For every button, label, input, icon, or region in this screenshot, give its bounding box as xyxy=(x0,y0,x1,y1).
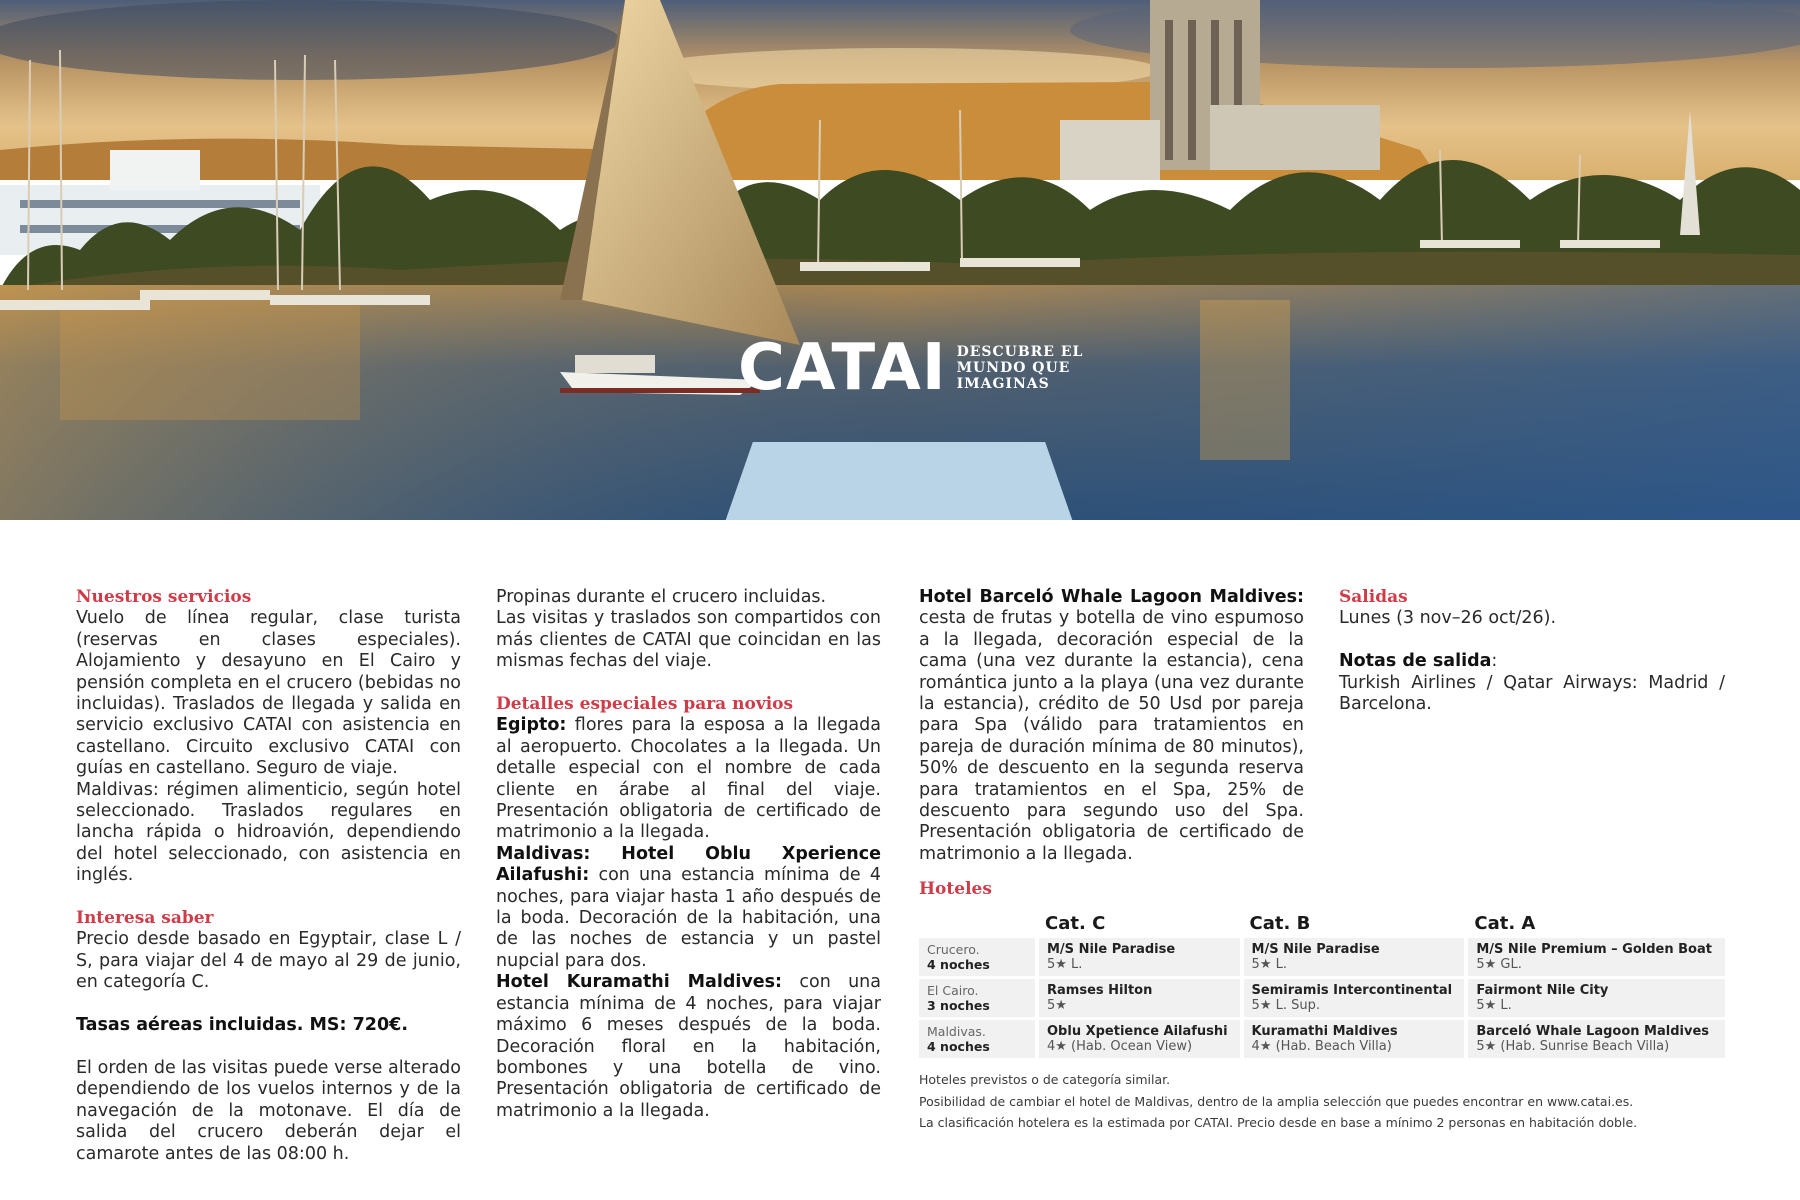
servicios-heading: Nuestros servicios xyxy=(76,587,252,607)
novios-egipto xyxy=(496,715,881,843)
brand-tagline xyxy=(957,344,1087,392)
hotel-cell xyxy=(1039,979,1240,1017)
hotel-cell xyxy=(1039,938,1240,976)
row-place: Maldivas. xyxy=(927,1024,986,1040)
table-row xyxy=(919,1020,1725,1058)
hotel-name: Oblu Xpetience Ailafushi xyxy=(1047,1024,1228,1040)
novios-oblu xyxy=(496,844,881,972)
oblu-text: con una estancia mínima de 4 noches, para viajar hasta 1 año después de la boda. Decoración de la habitación, una de las noches de estancia y un pastel nupcial para dos. xyxy=(496,865,881,971)
header-cat-b: Cat. B xyxy=(1249,913,1311,935)
oblu-label: Maldivas: Hotel Oblu Xperience Ailafushi: xyxy=(496,843,881,886)
notas-salida xyxy=(1339,651,1725,672)
hotel-cell xyxy=(1039,1020,1240,1058)
novios-kuramathi xyxy=(496,972,881,1122)
hotel-name: Kuramathi Maldives xyxy=(1251,1024,1398,1040)
catai-logo xyxy=(738,331,1087,405)
interesa-heading: Interesa saber xyxy=(76,908,214,929)
hero-photo xyxy=(0,0,1800,520)
servicios-maldivas-text: Maldivas: régimen alimenticio, según hotel seleccionado. Traslados regulares en lancha rápida o hidroavión, dependiendo del hotel seleccionado, con asistencia en inglés. xyxy=(76,779,461,886)
orden-text: El orden de las visitas puede verse alterado dependiendo de los vuelos internos y de la navegación de la motonave. El día de salida del crucero deberán dejar el camarote antes de las 08:00 h. xyxy=(76,1057,461,1164)
hotel-cell xyxy=(1468,938,1725,976)
row-place: El Cairo. xyxy=(927,983,979,999)
table-row xyxy=(919,938,1725,976)
hotel-category: 4★ (Hab. Ocean View) xyxy=(1047,1039,1193,1055)
kuramathi-text: con una estancia mínima de 4 noches, para viajar máximo 6 meses después de la boda. Decoración floral en la habitación, bombones y una botella de vino. Presentación obligatoria de certificado de matrimonio a la llegada. xyxy=(496,972,881,1121)
hotel-cell xyxy=(1244,1020,1465,1058)
barcelo-label: Hotel Barceló Whale Lagoon Maldives: xyxy=(919,587,1304,607)
column-1 xyxy=(76,587,461,1165)
hotels-section xyxy=(919,862,1725,1134)
hero-blue-tab xyxy=(725,442,1073,520)
hotel-name: M/S Nile Premium – Golden Boat xyxy=(1476,942,1712,958)
row-label xyxy=(919,1020,1035,1058)
notas-text: Turkish Airlines / Qatar Airways: Madrid / Barcelona. xyxy=(1339,672,1725,715)
servicios-text: Vuelo de línea regular, clase turista (reservas en clases especiales). Alojamiento y desayuno en El Cairo y pensión completa en el crucero (bebidas no incluidas). Traslados de llegada y salida en servicio exclusivo CATAI con asistencia en castellano. Circuito exclusivo CATAI con guías en castellano. Seguro de viaje. xyxy=(76,608,461,779)
notas-colon: : xyxy=(1491,651,1498,672)
hotel-name: Barceló Whale Lagoon Maldives xyxy=(1476,1024,1710,1040)
hotel-category: 5★ GL. xyxy=(1476,957,1522,973)
egipto-text: flores para la esposa a la llegada al aeropuerto. Chocolates a la llegada. Un detalle especial con el nombre de cada cliente en árabe al final del viaje. Presentación obligatoria de certificado de matrimonio a la llegada. xyxy=(496,715,881,843)
hotel-category: 5★ L. xyxy=(1476,998,1512,1014)
brand-tagline-line-1: DESCUBRE EL xyxy=(956,344,1084,360)
brand-tagline-line-2: MUNDO QUE xyxy=(956,360,1071,376)
interesa-text: Precio desde basado en Egyptair, clase L / S, para viajar del 4 de mayo al 29 de junio, en categoría C. xyxy=(76,929,461,993)
hotel-category: 5★ xyxy=(1047,998,1067,1014)
row-label xyxy=(919,979,1035,1017)
column-2 xyxy=(496,587,881,1122)
brand-tagline-line-3: IMAGINAS xyxy=(956,376,1050,392)
header-cat-a: Cat. A xyxy=(1474,913,1536,935)
hotel-cell xyxy=(1244,979,1465,1017)
hotel-name: Semiramis Intercontinental xyxy=(1251,983,1453,999)
row-label xyxy=(919,938,1035,976)
hotel-category: 5★ L. Sup. xyxy=(1251,998,1320,1014)
row-nights: 4 noches xyxy=(927,1039,990,1055)
hotel-cell xyxy=(1244,938,1465,976)
hotels-table xyxy=(915,910,1729,1061)
hotel-cell xyxy=(1468,979,1725,1017)
notas-label: Notas de salida xyxy=(1339,651,1492,672)
hotel-category: 5★ (Hab. Sunrise Beach Villa) xyxy=(1476,1039,1670,1055)
row-place: Crucero. xyxy=(927,942,980,958)
row-nights: 4 noches xyxy=(927,957,990,973)
salidas-heading: Salidas xyxy=(1339,587,1408,607)
egipto-label: Egipto: xyxy=(496,715,567,736)
propinas-text: Propinas durante el crucero incluidas. xyxy=(496,587,827,607)
tasas-text: Tasas aéreas incluidas. MS: 720€. xyxy=(76,1015,408,1036)
hotel-notes xyxy=(919,1069,1725,1134)
novios-heading: Detalles especiales para novios xyxy=(496,694,794,715)
hotel-name: Fairmont Nile City xyxy=(1476,983,1609,999)
row-nights: 3 noches xyxy=(927,998,990,1014)
kuramathi-label: Hotel Kuramathi Maldives: xyxy=(496,972,783,993)
table-row xyxy=(919,979,1725,1017)
hotel-category: 5★ L. xyxy=(1251,957,1287,973)
novios-barcelo xyxy=(919,587,1304,865)
hotel-cell xyxy=(1468,1020,1725,1058)
hotels-header-row xyxy=(919,913,1725,935)
column-3 xyxy=(919,587,1304,865)
hotel-category: 5★ L. xyxy=(1047,957,1083,973)
hotel-note: La clasificación hotelera es la estimada por CATAI. Precio desde en base a mínimo 2 personas en habitación doble. xyxy=(919,1115,1638,1131)
hotel-name: M/S Nile Paradise xyxy=(1047,942,1176,958)
hotel-name: M/S Nile Paradise xyxy=(1251,942,1380,958)
hotel-category: 4★ (Hab. Beach Villa) xyxy=(1251,1039,1392,1055)
header-empty xyxy=(919,913,1035,935)
hotel-note: Hoteles previstos o de categoría similar. xyxy=(919,1072,1171,1088)
hotel-name: Ramses Hilton xyxy=(1047,983,1153,999)
visitas-text: Las visitas y traslados son compartidos con más clientes de CATAI que coincidan en las mismas fechas del viaje. xyxy=(496,608,881,672)
barcelo-text: cesta de frutas y botella de vino espumoso a la llegada, decoración especial de la cama (una vez durante la estancia), cena romántica junto a la playa (una vez durante la estancia), crédito de 50 Usd por pareja para Spa (válido para tratamientos en pareja de duración mínima de 80 minutos), 50% de descuento en la segunda reserva para tratamientos en el Spa, 25% de descuento para segundo uso del Spa. Presentación obligatoria de certificado de matrimonio a la llegada. xyxy=(919,608,1304,864)
hotel-note: Posibilidad de cambiar el hotel de Maldivas, dentro de la amplia selección que puedes encontrar en www.catai.es. xyxy=(919,1093,1634,1109)
salidas-text: Lunes (3 nov–26 oct/26). xyxy=(1339,608,1557,629)
brand-name: CATAI xyxy=(738,331,947,405)
header-cat-c: Cat. C xyxy=(1045,913,1106,935)
hoteles-heading: Hoteles xyxy=(919,879,992,899)
column-4 xyxy=(1339,587,1725,715)
